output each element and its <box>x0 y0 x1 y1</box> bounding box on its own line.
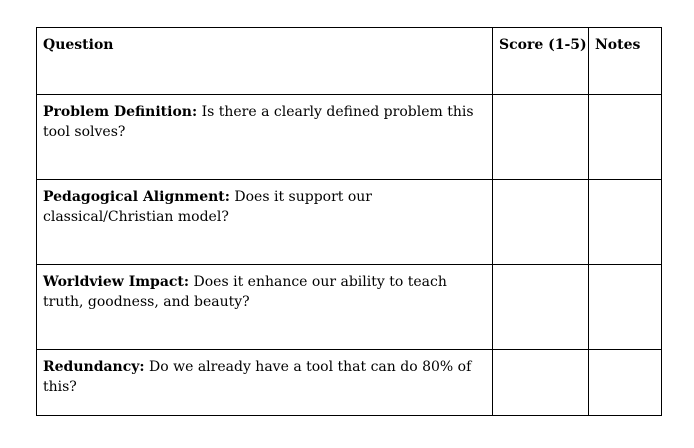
criterion-term: Worldview Impact: <box>43 274 190 290</box>
question-cell <box>37 180 493 265</box>
question-cell <box>37 350 493 416</box>
table-row <box>37 95 662 180</box>
header-score: Score (1-5) <box>493 28 589 95</box>
table-header-row <box>37 28 662 95</box>
notes-cell[interactable] <box>589 350 662 416</box>
notes-cell[interactable] <box>589 265 662 350</box>
question-cell <box>37 265 493 350</box>
table-row <box>37 180 662 265</box>
score-cell[interactable] <box>493 180 589 265</box>
criterion-term: Pedagogical Alignment: <box>43 189 230 205</box>
score-cell[interactable] <box>493 265 589 350</box>
table-row <box>37 265 662 350</box>
criterion-question: Does it enhance our ability to teach truth, goodness, and beauty? <box>43 274 447 310</box>
evaluation-rubric-table <box>36 27 662 416</box>
question-cell <box>37 95 493 180</box>
table-row <box>37 350 662 416</box>
criterion-term: Problem Definition: <box>43 104 198 120</box>
score-cell[interactable] <box>493 95 589 180</box>
criterion-question: Does it support our classical/Christian model? <box>43 189 372 225</box>
score-cell[interactable] <box>493 350 589 416</box>
criterion-term: Redundancy: <box>43 359 145 375</box>
header-notes: Notes <box>589 28 662 95</box>
notes-cell[interactable] <box>589 95 662 180</box>
criterion-question: Is there a clearly defined problem this tool solves? <box>43 104 474 140</box>
header-question: Question <box>37 28 493 95</box>
criterion-question: Do we already have a tool that can do 80% of this? <box>43 359 472 395</box>
notes-cell[interactable] <box>589 180 662 265</box>
